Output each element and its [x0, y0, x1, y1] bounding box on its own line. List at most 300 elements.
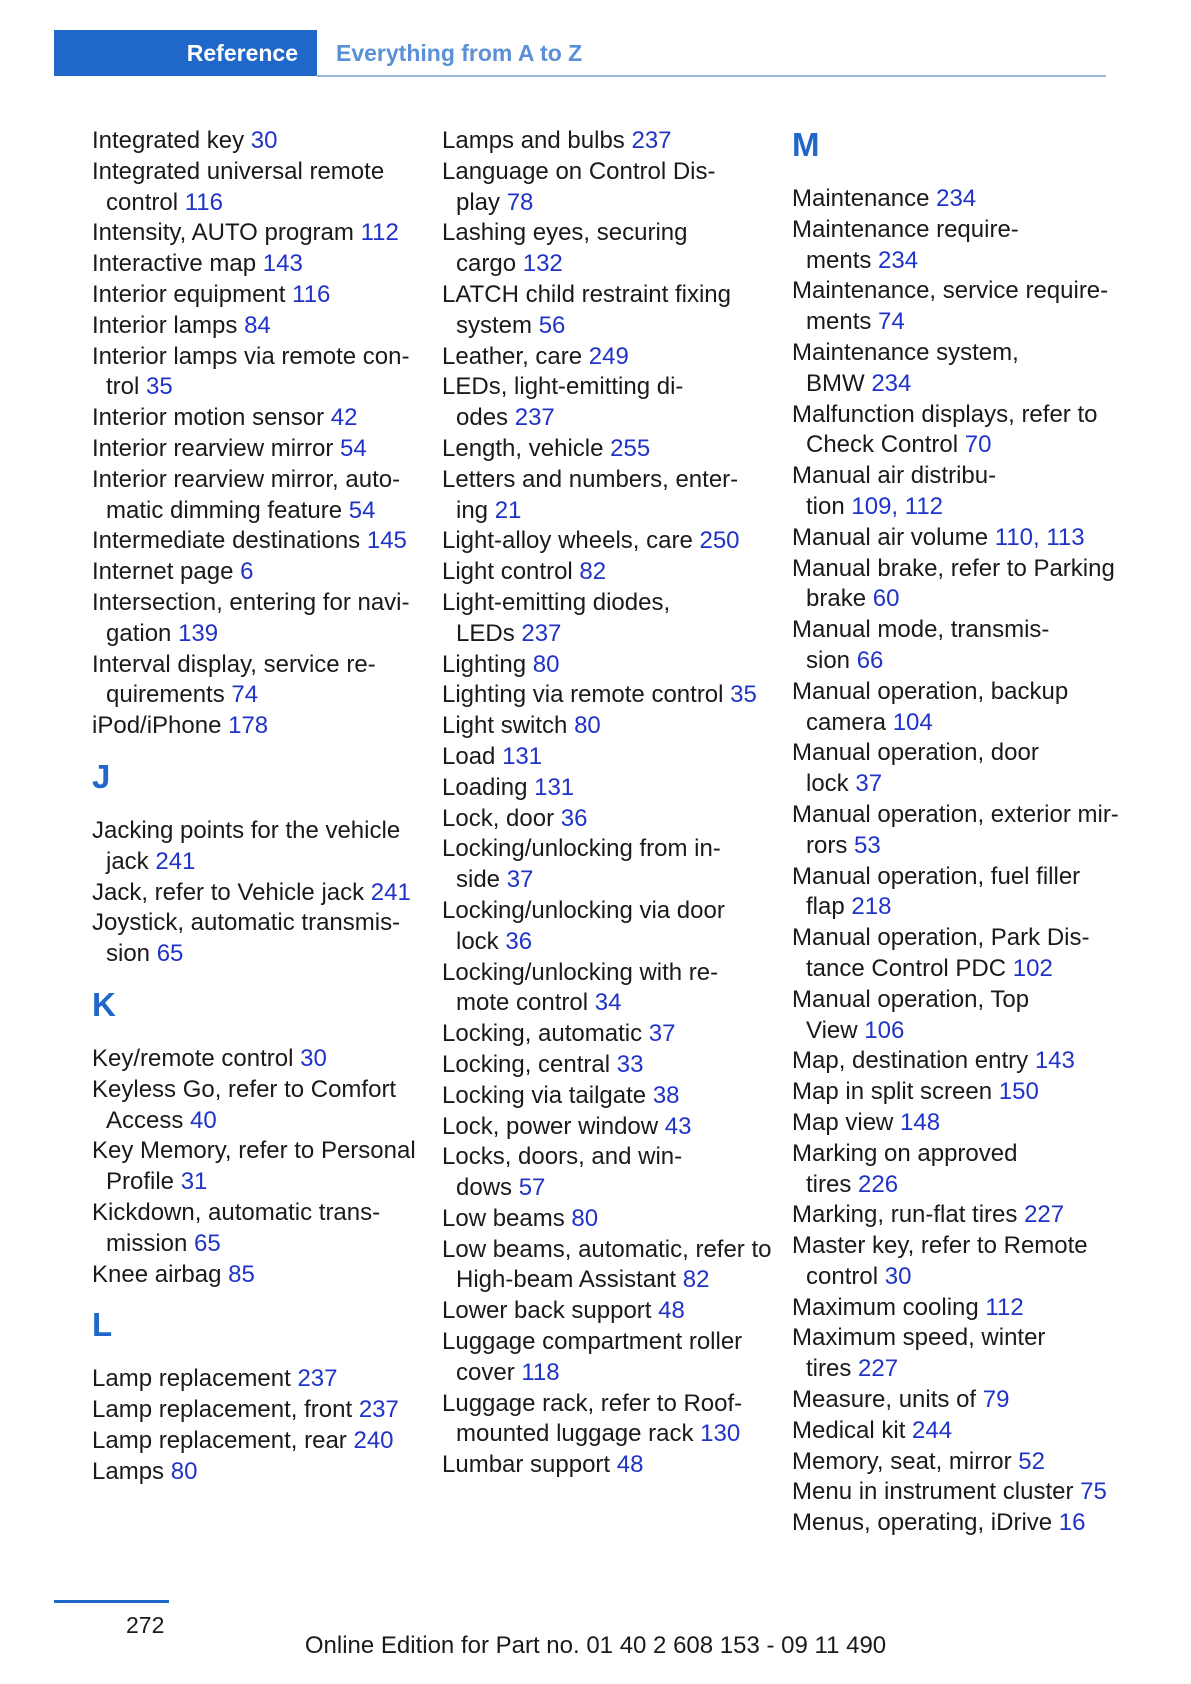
- index-entry-text: cargo 132: [456, 250, 563, 278]
- index-entry-text: Lumbar support 48: [442, 1451, 644, 1479]
- index-entry-text: Locking, automatic 37: [442, 1020, 676, 1048]
- index-entry-text: dows 57: [456, 1174, 546, 1202]
- index-entry-text: Manual operation, exterior mir-: [792, 800, 1119, 828]
- section-letter: L: [92, 1306, 113, 1344]
- index-entry: [792, 615, 1122, 677]
- page-reference-link[interactable]: 54: [348, 496, 376, 524]
- page-reference-link[interactable]: 80: [574, 712, 601, 740]
- page-reference-link[interactable]: 66: [856, 646, 884, 674]
- index-entry: [442, 588, 772, 650]
- page-reference-link[interactable]: 34: [594, 989, 622, 1017]
- index-entry-text: Letters and numbers, enter-: [442, 465, 739, 493]
- index-entry-text: Map, destination entry 143: [792, 1047, 1075, 1075]
- index-entry-text: sion 66: [806, 646, 884, 674]
- index-entry: [442, 342, 772, 373]
- index-entry: [92, 1395, 422, 1426]
- index-entry-text: Locking via tailgate 38: [442, 1081, 680, 1109]
- index-entry: [442, 526, 772, 557]
- page-reference-link[interactable]: 250: [699, 527, 740, 555]
- index-entry-text: Joystick, automatic transmis-: [92, 909, 401, 937]
- index-entry: [92, 1426, 422, 1457]
- index-entry-text: lock 36: [456, 927, 533, 955]
- index-entry-text: brake 60: [806, 585, 900, 613]
- index-entry-text: system 56: [456, 311, 566, 339]
- index-entry-text: Kickdown, automatic trans-: [92, 1198, 381, 1226]
- index-entry-text: Intersection, entering for navi-: [92, 588, 410, 616]
- page-reference-link[interactable]: 82: [682, 1266, 710, 1294]
- page-reference-link[interactable]: 234: [878, 246, 919, 274]
- index-entry-text: Interior equipment 116: [92, 280, 331, 308]
- page-title: Everything from A to Z: [336, 40, 583, 66]
- index-entry-text: Manual brake, refer to Parking: [792, 554, 1115, 582]
- index-entry-text: Internet page 6: [92, 558, 254, 586]
- index-entry-text: trol 35: [106, 373, 173, 401]
- index-entry-text: Check Control 70: [806, 431, 992, 459]
- page-reference-link[interactable]: 143: [1034, 1047, 1075, 1075]
- index-entry-text: Medical kit 244: [792, 1416, 953, 1444]
- index-entry-text: lock 37: [806, 770, 883, 798]
- section-letter: M: [792, 126, 820, 163]
- index-entry-text: Maintenance require-: [792, 215, 1019, 243]
- index-entry-text: LEDs, light-emitting di-: [442, 373, 684, 401]
- index-entry-text: Manual operation, backup: [792, 677, 1069, 705]
- index-entry: [442, 557, 772, 588]
- index-entry-text: tion 109, 112: [806, 492, 944, 520]
- index-entry-text: Length, vehicle 255: [442, 434, 651, 462]
- page-reference-link[interactable]: 148: [900, 1108, 941, 1136]
- section-tab: [54, 30, 317, 76]
- index-entry-text: odes 237: [456, 404, 555, 432]
- page-reference-link[interactable]: 38: [652, 1081, 680, 1109]
- page-reference-link[interactable]: 102: [1012, 954, 1053, 982]
- page-reference-link[interactable]: 84: [244, 311, 271, 339]
- page-reference-link[interactable]: 48: [616, 1451, 644, 1479]
- index-entry: [442, 1112, 772, 1143]
- index-entry-text: mounted luggage rack 130: [456, 1420, 741, 1448]
- index-entry: [442, 1019, 772, 1050]
- index-entry-text: Lamps 80: [92, 1457, 198, 1485]
- page-reference-link[interactable]: 112: [985, 1293, 1024, 1321]
- index-entry: [792, 1323, 1122, 1385]
- index-column-1: [92, 126, 422, 1487]
- page-reference-link[interactable]: 43: [664, 1112, 692, 1140]
- index-entry-text: Integrated universal remote: [92, 157, 385, 185]
- index-entry-text: sion 65: [106, 940, 184, 968]
- index-entry-text: tires 226: [806, 1170, 899, 1198]
- page-reference-link[interactable]: 75: [1080, 1478, 1107, 1506]
- page-reference-link[interactable]: 112: [360, 219, 399, 247]
- index-entry-text: BMW 234: [806, 369, 912, 397]
- index-entry: [792, 1293, 1122, 1324]
- section-label: Reference: [186, 39, 298, 66]
- page-reference-link[interactable]: 42: [330, 404, 358, 432]
- index-entry-text: Light switch 80: [442, 712, 601, 740]
- index-entry: [442, 1235, 772, 1297]
- page-reference-link[interactable]: 85: [228, 1260, 255, 1288]
- index-entry: [442, 896, 772, 958]
- page-reference-link[interactable]: 53: [854, 831, 881, 859]
- index-entry: [792, 1416, 1122, 1447]
- page-number: 272: [126, 1612, 165, 1638]
- index-entry-text: Manual operation, fuel filler: [792, 862, 1081, 890]
- index-entry: [442, 1296, 772, 1327]
- index-entry: [792, 800, 1122, 862]
- index-entry: [442, 465, 772, 527]
- page-reference-link[interactable]: 109, 112: [851, 492, 944, 520]
- page-reference-link[interactable]: 33: [616, 1050, 644, 1078]
- index-entry-text: Interior rearview mirror, auto-: [92, 465, 401, 493]
- index-entry: [792, 1077, 1122, 1108]
- index-entry-text: Locking/unlocking with re-: [442, 958, 719, 986]
- page-reference-link[interactable]: 234: [936, 185, 977, 212]
- index-entry-text: Lock, power window 43: [442, 1112, 692, 1140]
- index-entry-text: Malfunction displays, refer to: [792, 400, 1098, 428]
- index-entry: [92, 588, 422, 650]
- page-reference-link[interactable]: 35: [146, 373, 173, 401]
- index-entry: [442, 804, 772, 835]
- index-entry-text: Manual operation, door: [792, 739, 1039, 767]
- index-entry-text: tance Control PDC 102: [806, 954, 1053, 982]
- index-entry-text: flap 218: [806, 893, 892, 921]
- index-entry: [92, 908, 422, 970]
- page-reference-link[interactable]: 237: [521, 619, 562, 647]
- page-reference-link[interactable]: 237: [297, 1365, 338, 1393]
- index-entry-text: Map in split screen 150: [792, 1078, 1039, 1106]
- page-reference-link[interactable]: 79: [982, 1386, 1010, 1414]
- index-entry-text: mission 65: [106, 1229, 221, 1257]
- index-entry: [92, 557, 422, 588]
- index-entry-text: LATCH child restraint fixing: [442, 280, 731, 308]
- page-reference-link[interactable]: 6: [240, 558, 254, 586]
- index-entry-text: Manual mode, transmis-: [792, 616, 1050, 644]
- index-entry: [442, 680, 772, 711]
- page-reference-link[interactable]: 241: [155, 847, 196, 875]
- index-entry-text: Intermediate destinations 145: [92, 527, 407, 555]
- index-entry-text: Maintenance, service require-: [792, 277, 1109, 305]
- page-reference-link[interactable]: 249: [588, 342, 629, 370]
- index-entry-text: ments 234: [806, 246, 919, 274]
- index-entry: [92, 342, 422, 404]
- page-reference-link[interactable]: 36: [505, 927, 533, 955]
- index-entry-text: Profile 31: [106, 1168, 208, 1196]
- index-entry: [92, 1364, 422, 1395]
- index-entry-text: ing 21: [456, 496, 522, 524]
- index-column-3: [792, 126, 1122, 1539]
- page-reference-link[interactable]: 37: [648, 1020, 676, 1048]
- page-reference-link[interactable]: 30: [250, 127, 278, 154]
- index-entry: [792, 554, 1122, 616]
- index-entry-text: Menu in instrument cluster 75: [792, 1478, 1107, 1506]
- index-entry-text: Access 40: [106, 1106, 217, 1134]
- index-entry: [92, 403, 422, 434]
- page-reference-link[interactable]: 21: [494, 496, 522, 524]
- page-reference-link[interactable]: 145: [366, 527, 407, 555]
- index-entry: [442, 1081, 772, 1112]
- index-entry-text: play 78: [456, 188, 534, 216]
- index-entry: [792, 923, 1122, 985]
- index-entry: [92, 280, 422, 311]
- page-reference-link[interactable]: 82: [579, 558, 607, 586]
- page-reference-link[interactable]: 227: [1024, 1201, 1065, 1229]
- index-entry: [442, 1204, 772, 1235]
- index-entry: [92, 1457, 422, 1488]
- index-entry-text: quirements 74: [106, 681, 259, 709]
- index-entry-text: Interior lamps 84: [92, 311, 271, 339]
- page-reference-link[interactable]: 36: [560, 804, 588, 832]
- index-entry-text: gation 139: [106, 619, 219, 647]
- index-entry: [792, 1477, 1122, 1508]
- index-entry: [792, 523, 1122, 554]
- index-entry-text: Interior motion sensor 42: [92, 404, 358, 432]
- page-reference-link[interactable]: 57: [518, 1174, 546, 1202]
- index-entry-text: Maintenance system,: [792, 338, 1019, 366]
- page-reference-link[interactable]: 80: [170, 1457, 198, 1485]
- index-entry: [92, 1044, 422, 1075]
- section-letter: J: [92, 757, 111, 795]
- index-entry: [442, 1327, 772, 1389]
- index-entry-text: Light-emitting diodes,: [442, 588, 671, 616]
- page-reference-link[interactable]: 131: [502, 742, 543, 770]
- index-entry: [92, 1260, 422, 1291]
- index-entry-text: Master key, refer to Remote: [792, 1232, 1088, 1260]
- page-reference-link[interactable]: 237: [358, 1396, 399, 1424]
- page-reference-link[interactable]: 65: [194, 1229, 221, 1257]
- index-entry: [442, 372, 772, 434]
- index-entry-text: side 37: [456, 866, 534, 894]
- index-entry-text: Leather, care 249: [442, 342, 629, 370]
- index-entry-text: Lower back support 48: [442, 1297, 685, 1325]
- index-entry-text: Luggage rack, refer to Roof-: [442, 1389, 743, 1417]
- page-reference-link[interactable]: 74: [878, 308, 905, 336]
- index-entry-text: Interior rearview mirror 54: [92, 434, 367, 462]
- index-entry-text: Manual operation, Top: [792, 985, 1030, 1013]
- index-entry-text: Knee airbag 85: [92, 1260, 255, 1288]
- index-entry-text: Light-alloy wheels, care 250: [442, 527, 740, 555]
- page-header: [54, 30, 1106, 76]
- index-entry: [92, 465, 422, 527]
- index-entry-text: High-beam Assistant 82: [456, 1266, 710, 1294]
- page-reference-link[interactable]: 30: [300, 1044, 327, 1072]
- index-entry-text: Lighting 80: [442, 650, 560, 678]
- index-entry-text: Keyless Go, refer to Comfort: [92, 1075, 397, 1103]
- page-reference-link[interactable]: 143: [262, 250, 303, 278]
- page-reference-link[interactable]: 78: [506, 188, 534, 216]
- index-entry-text: Low beams, automatic, refer to: [442, 1235, 772, 1263]
- page-reference-link[interactable]: 244: [912, 1416, 953, 1444]
- page-reference-link[interactable]: 106: [864, 1016, 905, 1044]
- page-reference-link[interactable]: 150: [998, 1078, 1039, 1106]
- index-entry-text: camera 104: [806, 708, 933, 736]
- index-entry-text: Lamp replacement, rear 240: [92, 1426, 394, 1454]
- page-reference-link[interactable]: 227: [858, 1355, 899, 1383]
- index-entry: [792, 985, 1122, 1047]
- index-entry: [92, 711, 422, 742]
- page-reference-link[interactable]: 237: [514, 404, 555, 432]
- index-entry: [792, 1385, 1122, 1416]
- index-entry: [792, 1046, 1122, 1077]
- index-entry: [92, 878, 422, 909]
- index-entry-text: Maximum cooling 112: [792, 1293, 1024, 1321]
- index-entry-text: Locking, central 33: [442, 1050, 644, 1078]
- index-entry-text: Lock, door 36: [442, 804, 588, 832]
- index-entry-text: matic dimming feature 54: [106, 496, 376, 524]
- page-reference-link[interactable]: 234: [871, 369, 912, 397]
- index-entry: [792, 276, 1122, 338]
- index-entry-text: Low beams 80: [442, 1204, 599, 1232]
- index-entry: [92, 526, 422, 557]
- index-entry-text: mote control 34: [456, 989, 622, 1017]
- index-entry-text: Locks, doors, and win-: [442, 1143, 683, 1171]
- index-entry-text: LEDs 237: [456, 619, 562, 647]
- index-entry: [92, 218, 422, 249]
- page-reference-link[interactable]: 226: [858, 1170, 899, 1198]
- index-entry-text: Manual air distribu-: [792, 462, 997, 490]
- index-entry-text: View 106: [806, 1016, 905, 1044]
- page-reference-link[interactable]: 241: [370, 878, 411, 906]
- page-reference-link[interactable]: 130: [700, 1420, 741, 1448]
- index-entry-text: Marking on approved: [792, 1139, 1018, 1167]
- index-entry-text: Measure, units of 79: [792, 1386, 1010, 1414]
- page-reference-link[interactable]: 65: [156, 940, 184, 968]
- index-entry: [792, 1231, 1122, 1293]
- edition-note: Online Edition for Part no. 01 40 2 608 153 - 09 11 490: [304, 1632, 887, 1659]
- index-entry: [442, 218, 772, 280]
- index-entry: [442, 280, 772, 342]
- page-reference-link[interactable]: 131: [534, 773, 575, 801]
- page-reference-link[interactable]: 139: [178, 619, 219, 647]
- header-rule: [317, 75, 1106, 77]
- index-entry-text: ments 74: [806, 308, 905, 336]
- index-entry: [792, 338, 1122, 400]
- page-reference-link[interactable]: 16: [1058, 1509, 1086, 1537]
- index-entry-text: Luggage compartment roller: [442, 1328, 743, 1356]
- index-entry: [442, 958, 772, 1020]
- index-entry: [92, 157, 422, 219]
- index-entry: [442, 742, 772, 773]
- page-reference-link[interactable]: 118: [521, 1358, 560, 1386]
- page-reference-link[interactable]: 255: [610, 434, 651, 462]
- index-entry: [792, 862, 1122, 924]
- index-entry: [92, 249, 422, 280]
- index-entry: [442, 834, 772, 896]
- index-entry-text: Interactive map 143: [92, 250, 303, 278]
- page-reference-link[interactable]: 56: [538, 311, 566, 339]
- index-entry-text: Lamp replacement 237: [92, 1365, 338, 1393]
- index-entry: [92, 434, 422, 465]
- page-reference-link[interactable]: 110, 113: [994, 523, 1085, 551]
- index-entry-text: Interior lamps via remote con-: [92, 342, 410, 370]
- page-reference-link[interactable]: 178: [228, 712, 269, 740]
- index-entry-text: Intensity, AUTO program 112: [92, 219, 399, 247]
- index-entry-text: Jack, refer to Vehicle jack 241: [92, 878, 411, 906]
- index-entry: [442, 1050, 772, 1081]
- index-entry: [92, 126, 422, 157]
- index-entry: [92, 1198, 422, 1260]
- index-entry: [92, 311, 422, 342]
- index-entry: [442, 650, 772, 681]
- index-entry-text: Manual operation, Park Dis-: [792, 924, 1090, 952]
- index-entry-text: Language on Control Dis-: [442, 157, 716, 185]
- index-entry: [792, 461, 1122, 523]
- page-reference-link[interactable]: 31: [180, 1168, 208, 1196]
- page-reference-link[interactable]: 54: [340, 434, 367, 462]
- index-entry: [792, 1508, 1122, 1539]
- page-reference-link[interactable]: 132: [522, 250, 563, 278]
- index-entry: [792, 184, 1122, 215]
- index-entry-text: tires 227: [806, 1355, 899, 1383]
- index-entry-text: Memory, seat, mirror 52: [792, 1447, 1045, 1475]
- page-reference-link[interactable]: 74: [231, 681, 259, 709]
- index-entry: [792, 1139, 1122, 1201]
- index-entry-text: rors 53: [806, 831, 881, 859]
- index-entry-text: Integrated key 30: [92, 127, 278, 154]
- page-reference-link[interactable]: 40: [190, 1106, 217, 1134]
- page-reference-link[interactable]: 80: [532, 650, 560, 678]
- index-entry-text: Key Memory, refer to Personal: [92, 1137, 416, 1165]
- index-entry-text: Manual air volume 110, 113: [792, 523, 1085, 551]
- page-reference-link[interactable]: 60: [872, 585, 900, 613]
- index-entry-text: Marking, run-flat tires 227: [792, 1201, 1065, 1229]
- index-entry: [792, 677, 1122, 739]
- page-reference-link[interactable]: 116: [184, 188, 223, 216]
- index-entry: [792, 738, 1122, 800]
- page-reference-link[interactable]: 70: [964, 431, 992, 459]
- index-entry-text: Locking/unlocking via door: [442, 896, 725, 924]
- index-entry-text: control 30: [806, 1262, 912, 1290]
- index-entry-text: cover 118: [456, 1358, 560, 1386]
- page-reference-link[interactable]: 37: [855, 770, 883, 798]
- index-entry-text: Interval display, service re-: [92, 650, 376, 678]
- footer-rule: [54, 1600, 169, 1603]
- page-reference-link[interactable]: 240: [353, 1426, 394, 1454]
- index-entry-text: Menus, operating, iDrive 16: [792, 1509, 1086, 1537]
- index-entry-text: Jacking points for the vehicle: [92, 816, 401, 844]
- index-entry-text: iPod/iPhone 178: [92, 712, 269, 740]
- page-reference-link[interactable]: 116: [292, 280, 331, 308]
- index-entry-text: Lamps and bulbs 237: [442, 127, 672, 154]
- index-entry: [442, 711, 772, 742]
- page-reference-link[interactable]: 30: [884, 1262, 912, 1290]
- page-reference-link[interactable]: 52: [1018, 1447, 1045, 1475]
- index-entry: [442, 126, 772, 157]
- index-entry: [92, 1136, 422, 1198]
- index-entry: [442, 773, 772, 804]
- index-entry: [92, 650, 422, 712]
- index-entry-text: jack 241: [106, 847, 196, 875]
- index-entry-text: control 116: [106, 188, 223, 216]
- page-reference-link[interactable]: 237: [631, 127, 672, 154]
- page-reference-link[interactable]: 35: [730, 681, 757, 709]
- page-reference-link[interactable]: 80: [571, 1204, 599, 1232]
- index-entry: [442, 434, 772, 465]
- index-column-2: [442, 126, 772, 1481]
- index-entry-text: Lashing eyes, securing: [442, 219, 688, 247]
- index-entry-text: Lamp replacement, front 237: [92, 1396, 399, 1424]
- index-entry: [792, 1447, 1122, 1478]
- page-reference-link[interactable]: 37: [506, 866, 534, 894]
- index-entry-text: Lighting via remote control 35: [442, 681, 757, 709]
- index-entry-text: Locking/unlocking from in-: [442, 835, 721, 863]
- index-entry: [792, 215, 1122, 277]
- page-reference-link[interactable]: 104: [892, 708, 933, 736]
- index-entry: [792, 400, 1122, 462]
- index-entry: [442, 1450, 772, 1481]
- page-reference-link[interactable]: 48: [658, 1297, 685, 1325]
- index-entry-text: Maintenance 234: [792, 185, 977, 212]
- page-reference-link[interactable]: 218: [851, 893, 892, 921]
- index-entry: [442, 1142, 772, 1204]
- index-entry: [92, 1075, 422, 1137]
